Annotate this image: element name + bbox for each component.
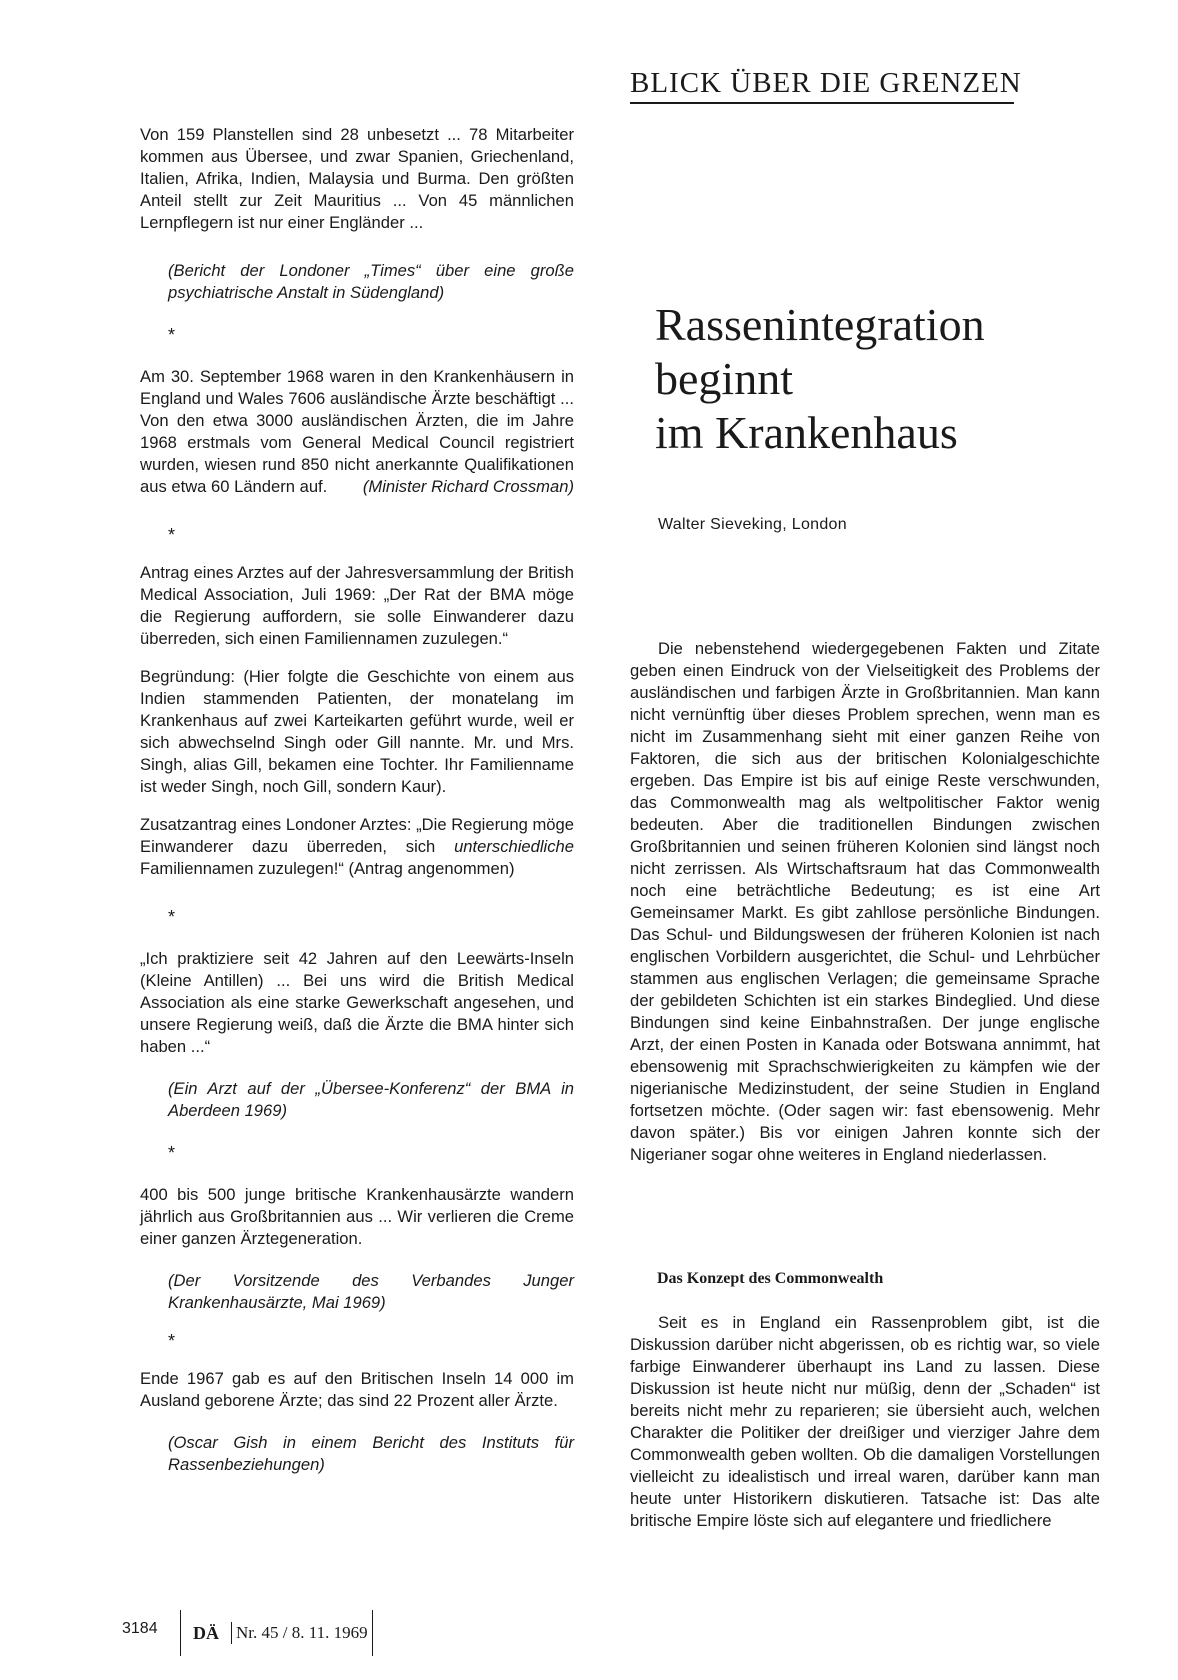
title-line: im Krankenhaus xyxy=(655,407,958,458)
article-paragraph: Die nebenstehend wiedergegebenen Fakten und Zitate geben einen Eindruck von der Vielseitigkeit des Problems der ausländischen und farbigen Ärzte in Großbritannien. Man kann nicht vernünftig über dieses Problem sprechen, wenn man es nicht im Zusammenhang sieht mit einer ganzen Reihe von Faktoren, die sich aus der britischen Kolonialgeschichte ergeben. Das Empire ist bis auf einige Reste verschwunden, das Commonwealth mag als weltpolitischer Faktor wenig bedeuten. Aber die traditionellen Bindungen zwischen Großbritannien und seinen früheren Kolonien sind längst noch nicht zerrissen. Als Wirtschaftsraum hat das Commonwealth noch eine beträchtliche Bedeutung; es ist eine Art Gemeinsamer Markt. Es gibt zahllose persönliche Bindungen. Das Schul- und Bildungswesen der früheren Kolonien ist nach englischen Vorbildern ausgerichtet, die Schul- und Lehrbücher stammen aus englischen Verlagen; die gemeinsame Sprache der gebildeten Schichten ist ein starkes Bindeglied. Und diese Bindungen sind keine Einbahnstraßen. Der junge englische Arzt, der einen Posten in Kanada oder Botswana annimmt, hat ebensowenig mit Sprachschwierigkeiten zu kämpfen wie der nigerianische Medizinstudent, der seine Studien in England fortsetzen möchte. (Oder sagen wir: fast ebensowenig. Mehr davon später.) Bis vor einigen Jahren konnte sich der Nigerianer sogar ohne weiteres in England niederlassen. xyxy=(630,639,1100,1164)
article-paragraph: Seit es in England ein Rassenproblem gibt, ist die Diskussion darüber nicht abgerissen, ob es richtig war, so viele farbige Einwanderer überhaupt ins Land zu lassen. Diese Diskussion ist heute nicht nur müßig, denn der „Schaden“ ist bereits nicht mehr zu reparieren; sie übersieht auch, welchen Charakter die Politiker der dreißiger und vierziger Jahre dem Commonwealth geben wollten. Ob die damaligen Vorstellungen vielleicht zu idealistisch und irreal waren, darüber kann man heute unter Historikern diskutieren. Tatsache ist: Das alte britische Empire löste sich auf elegantere und friedlichere xyxy=(630,1313,1100,1530)
quote-paragraph: 400 bis 500 junge britische Krankenhausärzte wandern jährlich aus Großbritannien aus ... Wir verlieren die Creme einer ganzen Ärztegeneration. xyxy=(140,1185,574,1248)
title-line: beginnt xyxy=(655,353,793,404)
title-line: Rassenintegration xyxy=(655,299,985,350)
quotes-column xyxy=(140,124,574,1476)
article-body-continued xyxy=(630,1312,1100,1532)
emphasis-text: unterschiedliche xyxy=(454,837,574,856)
article-title xyxy=(655,298,1095,460)
separator-asterisk: * xyxy=(168,525,176,545)
quote-source: (Minister Richard Crossman) xyxy=(362,477,574,496)
journal-logo: DÄ xyxy=(181,1622,232,1644)
quote-paragraph: „Ich praktiziere seit 42 Jahren auf den Leewärts-Inseln (Kleine Antillen) ... Bei uns wird die British Medical Association als eine starke Gewerkschaft angesehen, und unsere Regierung weiß, daß die Ärzte die BMA hinter sich haben ...“ xyxy=(140,949,574,1056)
page-number: 3184 xyxy=(122,1620,158,1637)
article-body xyxy=(630,638,1100,1166)
article-author: Walter Sieveking, London xyxy=(658,516,847,533)
quote-paragraph: Von 159 Planstellen sind 28 unbesetzt ... 78 Mitarbeiter kommen aus Übersee, und zwar Spanien, Griechenland, Italien, Afrika, Indien, Malaysia und Burma. Den größten Anteil stellt zur Zeit Mauritius ... Von 45 männlichen Lernpflegern ist nur einer Engländer ... xyxy=(140,125,574,232)
separator-asterisk: * xyxy=(168,907,176,927)
separator-asterisk: * xyxy=(168,325,176,345)
section-header: BLICK ÜBER DIE GRENZEN xyxy=(630,66,1014,104)
separator-asterisk: * xyxy=(168,1331,176,1351)
quote-text: Zusatzantrag eines Londoner Arztes: „Die Regierung möge Einwanderer dazu überreden, sich xyxy=(140,815,574,856)
journal-box xyxy=(180,1610,373,1656)
quote-text: Am 30. September 1968 waren in den Krankenhäusern in England und Wales 7606 ausländische Ärzte beschäftigt ... Von den etwa 3000 ausländischen Ärzten, die im Jahre 1968 erstmals vom General Medical Council registriert wurden, wiesen rund 850 nicht anerkannte Qualifikationen aus etwa 60 Ländern auf. xyxy=(140,367,574,496)
quote-source: (Oscar Gish in einem Bericht des Instituts für Rassenbeziehungen) xyxy=(168,1433,574,1474)
quote-paragraph: Ende 1967 gab es auf den Britischen Inseln 14 000 im Ausland geborene Ärzte; das sind 22 Prozent aller Ärzte. xyxy=(140,1369,574,1410)
article-subheading: Das Konzept des Commonwealth xyxy=(657,1270,884,1287)
quote-paragraph xyxy=(140,366,574,498)
separator-asterisk: * xyxy=(168,1143,176,1163)
quote-paragraph: Begründung: (Hier folgte die Geschichte von einem aus Indien stammenden Patienten, der monatelang im Krankenhaus auf zwei Karteikarten geführt wurde, weil er sich abwechselnd Singh oder Gill nannte. Mr. und Mrs. Singh, alias Gill, bekamen eine Tochter. Ihr Familienname ist weder Singh, noch Gill, sondern Kaur). xyxy=(140,667,574,796)
quote-text: Familiennamen zuzulegen!“ (Antrag angenommen) xyxy=(140,859,515,878)
quote-paragraph: Antrag eines Arztes auf der Jahresversammlung der British Medical Association, Juli 1969: „Der Rat der BMA möge die Regierung auffordern, sie solle Einwanderer dazu überreden, sich einen Familiennamen zuzulegen.“ xyxy=(140,563,574,648)
issue-info: Nr. 45 / 8. 11. 1969 xyxy=(236,1623,368,1642)
quote-paragraph xyxy=(140,814,574,880)
quote-source: (Der Vorsitzende des Verbandes Junger Krankenhausärzte, Mai 1969) xyxy=(168,1271,574,1312)
quote-source: (Bericht der Londoner „Times“ über eine große psychiatrische Anstalt in Südengland) xyxy=(168,261,574,302)
quote-source: (Ein Arzt auf der „Übersee-Konferenz“ der BMA in Aberdeen 1969) xyxy=(168,1079,574,1120)
